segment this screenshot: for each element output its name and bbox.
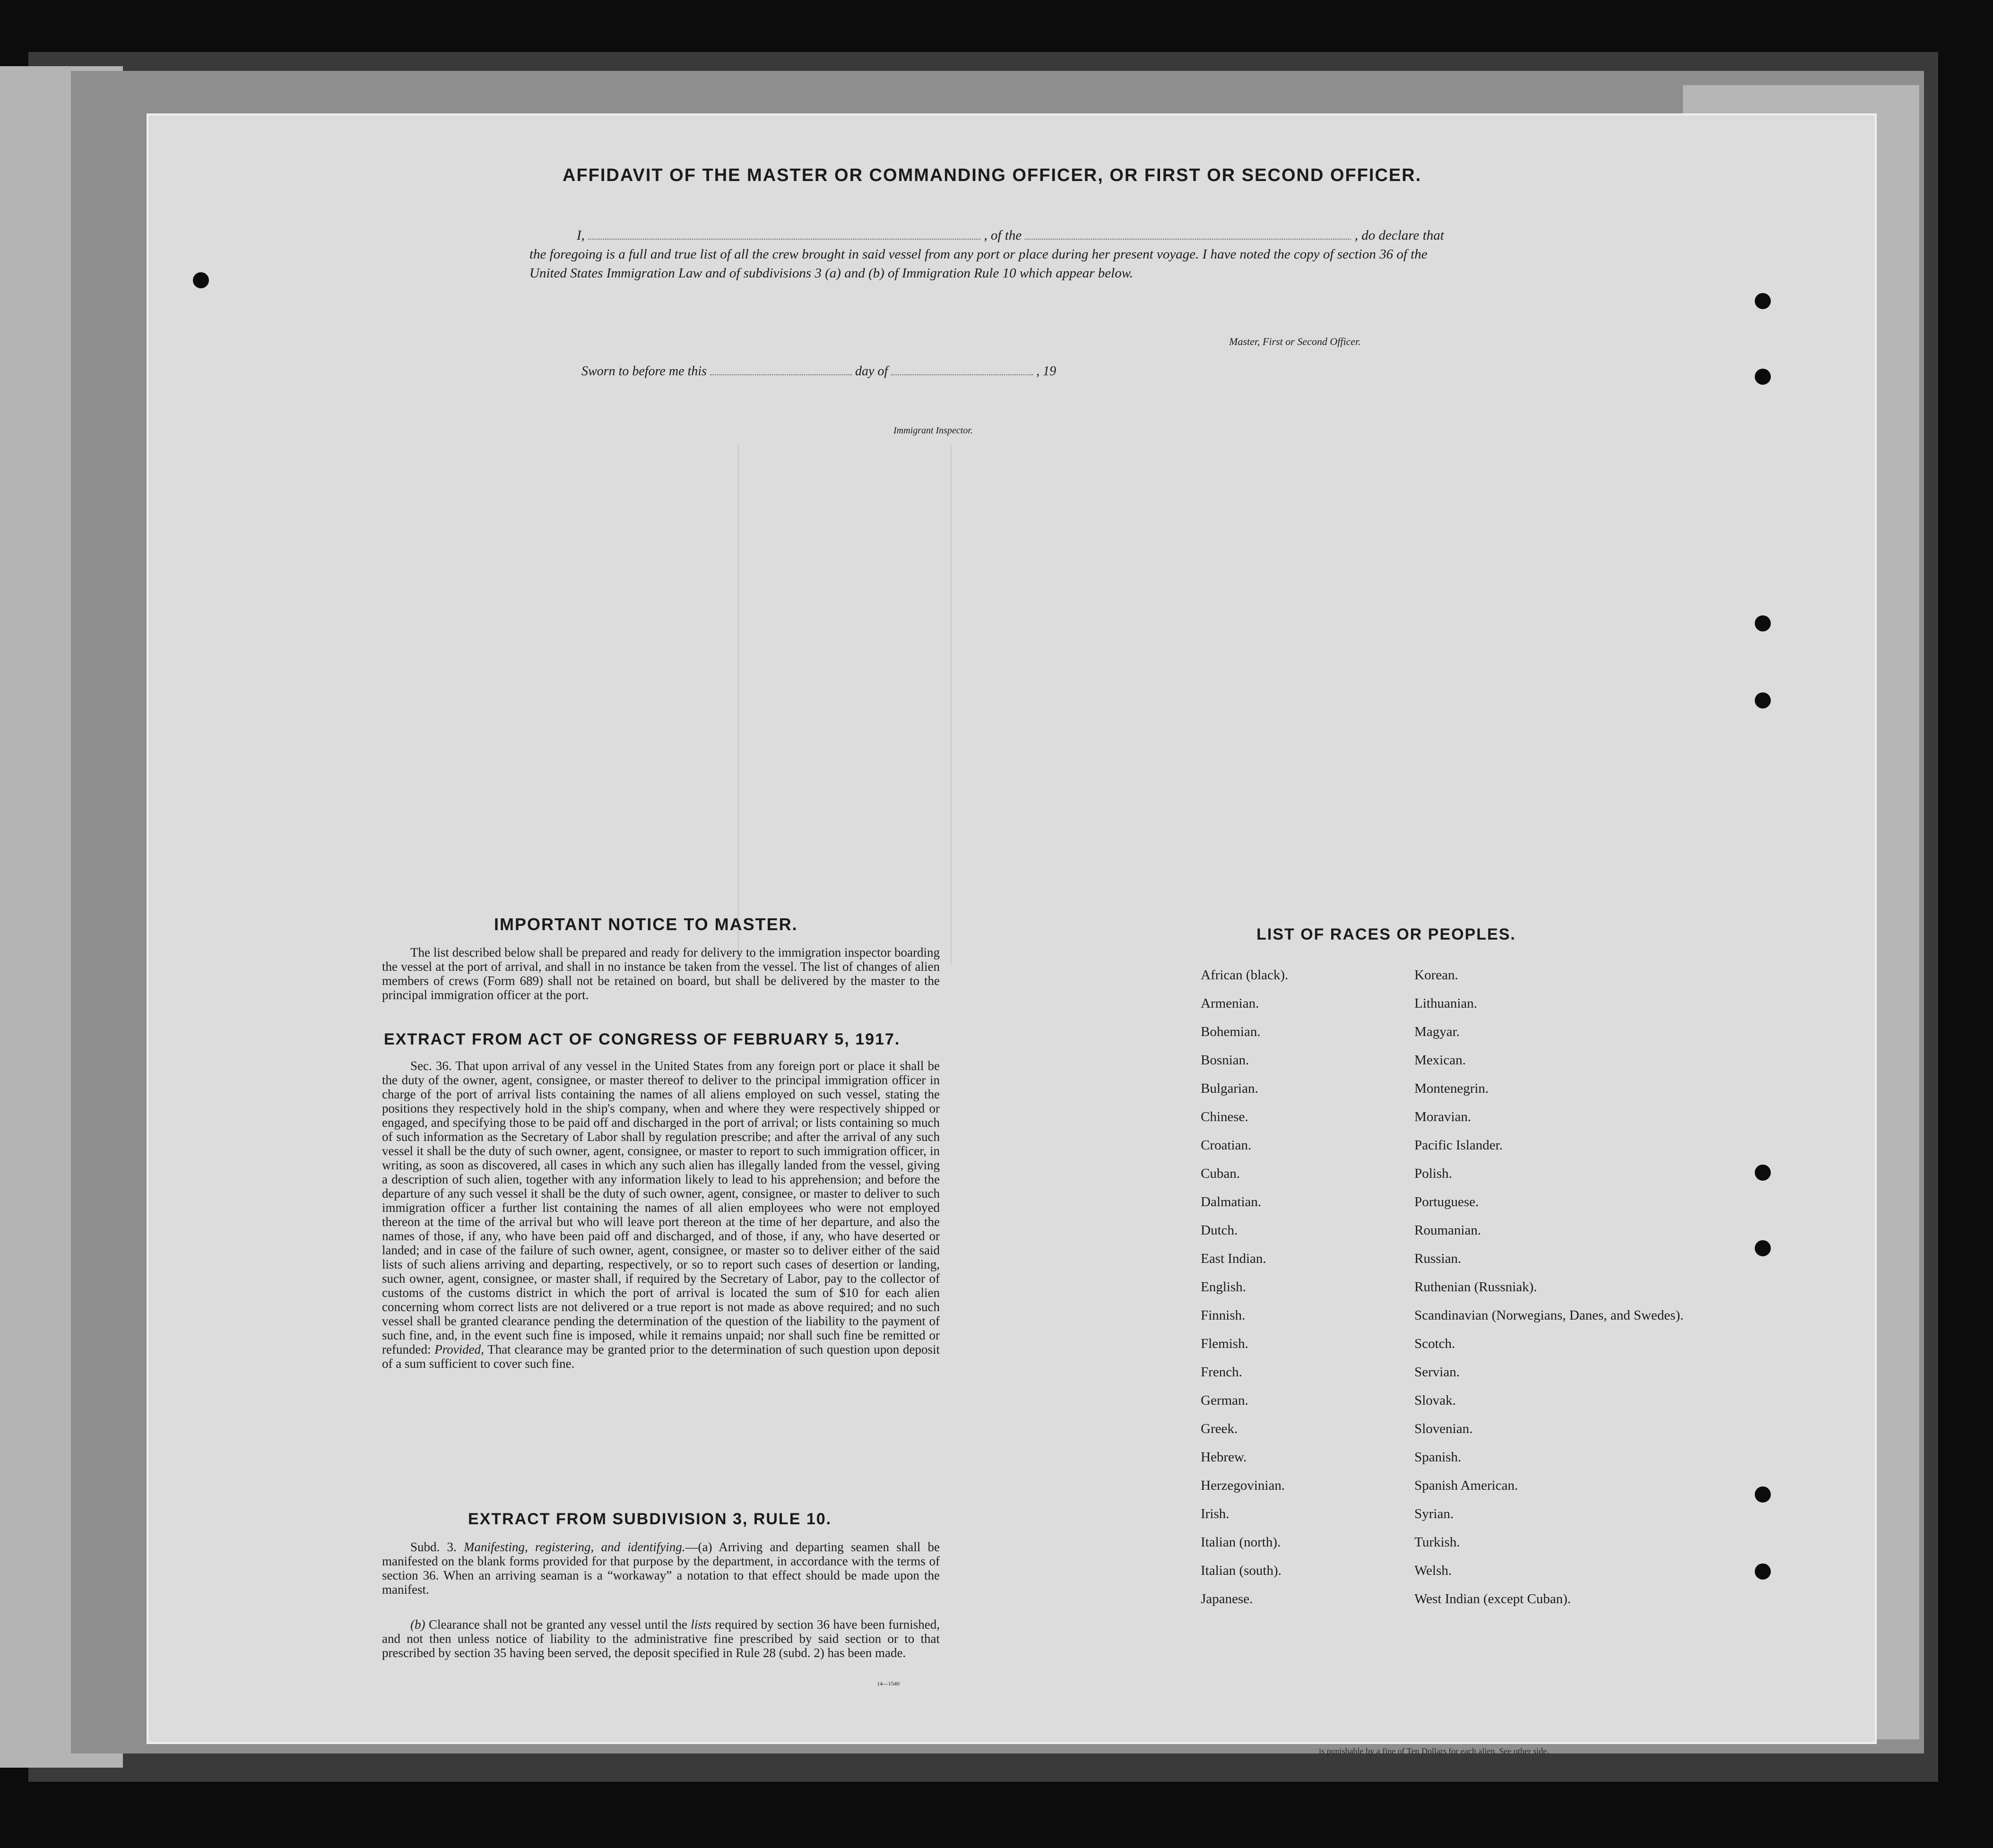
race-item: Dutch. (1201, 1223, 1238, 1238)
bleed-through-line (737, 444, 739, 964)
section-36-body: That upon arrival of any vessel in the United States from any foreign port or place it shall be the duty of the owner, agent, consignee, or master thereof to deliver to the principal immigration officer in charge of the port of arrival lists containing the names of all aliens employed on such vessel, stating the positions they respectively hold in the ship's company, when and where they were respectively shipped or engaged, and specifying those to be paid off and discharged in the port of arrival; or lists containing so much of such information as the Secretary of Labor shall by regulation prescribe; and after the arrival of any such vessel it shall be the duty of such owner, agent, consignee, or master to report to such immigration officer, in writing, as soon as discovered, all cases in which any such alien has illegally landed from the vessel, giving a description of such alien, together with any information likely to lead to his apprehension; and before the departure of any such vessel it shall be the duty of such owner, agent, consignee, or master to deliver to such immigration officer a further list containing the names of all alien employees who were not employed thereon at the time of the arrival but who will leave port thereon at the time of her departure, and also the names of those, if any, who have been paid off and discharged, and of those, if any, who have deserted or landed; and in case of the failure of such owner, agent, consignee, or master so to deliver either of the said lists of such aliens arriving and departing, respectively, or so to report such cases of desertion or landing, such owner, agent, consignee, or master shall, if required by the Secretary of Labor, pay to the collector of customs of the customs district in which the port of arrival is located the sum of $10 for each alien concerning whom correct lists are not delivered or a true report is not made as above required; and no such vessel shall be granted clearance pending the determination of the question of the liability to the payment of such fine, and, in the event such fine is imposed, while it remains unpaid; nor shall such fine be remitted or refunded: (382, 1059, 940, 1356)
races-title: LIST OF RACES OR PEOPLES. (1256, 925, 1516, 943)
bleed-through-line (950, 444, 952, 964)
races-list-left (1201, 968, 1288, 1620)
subdivision-b-label: (b) (410, 1617, 425, 1632)
inspector-label: Immigrant Inspector. (893, 425, 973, 436)
race-item: Montenegrin. (1414, 1081, 1489, 1096)
sworn-day-blank (710, 374, 852, 375)
affidavit-do-declare: , do declare (1354, 228, 1420, 243)
race-item: Korean. (1414, 967, 1458, 983)
race-item: Scandinavian (Norwegians, Danes, and Swedes). (1414, 1308, 1684, 1323)
race-item: Irish. (1201, 1506, 1230, 1521)
race-item: Croatian. (1201, 1138, 1252, 1153)
subdivision-b-text (382, 1617, 940, 1660)
affidavit-declaration-text: that the foregoing is a full and true list of all the crew brought in said vessel from any port or place during her present voyage. I have noted the copy of section 36 of the United States Immigration Law and of subdivisions 3 (a) and (b) of Immigration Rule 10 which appear below. (529, 228, 1444, 281)
race-item: Mexican. (1414, 1053, 1466, 1068)
punch-hole (1755, 1563, 1771, 1580)
race-item: Italian (south). (1201, 1563, 1282, 1578)
signature-label: Master, First or Second Officer. (1229, 336, 1361, 347)
affidavit-i: I, (577, 228, 585, 243)
notice-title: IMPORTANT NOTICE TO MASTER. (494, 915, 798, 934)
section-36-text (382, 1059, 940, 1371)
race-item: Spanish. (1414, 1450, 1462, 1465)
race-item: Roumanian. (1414, 1223, 1481, 1238)
race-item: Finnish. (1201, 1308, 1246, 1323)
race-item: Moravian. (1414, 1109, 1471, 1124)
punch-hole (1755, 293, 1771, 309)
race-item: French. (1201, 1364, 1242, 1380)
race-item: Japanese. (1201, 1591, 1253, 1606)
race-item: Russian. (1414, 1251, 1462, 1266)
master-name-blank (588, 239, 980, 240)
subdivision-b-body-2: required by section 36 have been furnished, and not then unless notice of liability to the administrative fine prescribed by said section or to that prescribed by section 35 having been served, the deposit specified in Rule 28 (subd. 2) has been made. (382, 1617, 940, 1660)
sworn-label: Sworn to before me this (581, 364, 707, 379)
race-item: Cuban. (1201, 1166, 1240, 1181)
race-item: Spanish American. (1414, 1478, 1518, 1493)
race-item: Pacific Islander. (1414, 1138, 1503, 1153)
bottom-footer: is punishable by a fine of Ten Dollars for each alien. See other side. (1319, 1746, 1549, 1756)
race-item: English. (1201, 1279, 1246, 1295)
punch-hole (1755, 692, 1771, 708)
vessel-name-blank (1025, 239, 1351, 240)
notice-body: The list described below shall be prepared and ready for delivery to the immigration inspector boarding the vessel at the port of arrival, and shall in no instance be taken from the vessel. The list of changes of alien members of crews (Form 689) shall not be retained on board, but shall be delivered by the master to the principal immigration officer at the port. (382, 945, 940, 1002)
punch-hole (1755, 369, 1771, 385)
race-item: East Indian. (1201, 1251, 1266, 1266)
affidavit-declaration (529, 226, 1447, 283)
section-36-label: Sec. 36. (410, 1059, 452, 1073)
race-item: Bulgarian. (1201, 1081, 1258, 1096)
race-item: Slovak. (1414, 1393, 1456, 1408)
sworn-month-blank (891, 374, 1033, 375)
lists-word: lists (691, 1617, 711, 1632)
race-item: Ruthenian (Russniak). (1414, 1279, 1537, 1295)
race-item: Bosnian. (1201, 1053, 1249, 1068)
subdivision-label: Subd. 3. (410, 1540, 457, 1554)
race-item: Dalmatian. (1201, 1194, 1262, 1209)
day-of-label: day of (855, 364, 888, 379)
sworn-line (581, 364, 1056, 379)
race-item: Syrian. (1414, 1506, 1454, 1521)
race-item: Bohemian. (1201, 1024, 1261, 1039)
affidavit-title: AFFIDAVIT OF THE MASTER OR COMMANDING OFFICER, OR FIRST OR SECOND OFFICER. (563, 165, 1422, 185)
race-item: Lithuanian. (1414, 996, 1477, 1011)
provided-word: Provided, (434, 1342, 484, 1356)
race-item: Slovenian. (1414, 1421, 1473, 1436)
race-item: Welsh. (1414, 1563, 1452, 1578)
race-item: Portuguese. (1414, 1194, 1479, 1209)
subdivision-a-text (382, 1540, 940, 1597)
race-item: Flemish. (1201, 1336, 1248, 1351)
race-item: Scotch. (1414, 1336, 1456, 1351)
subdivision-a-body: —(a) Arriving and departing seamen shall be manifested on the blank forms provided for that purpose by the department, in accordance with the terms of section 36. When an arriving seaman is a “workaway” a notation to that effect should be made upon the manifest. (382, 1540, 940, 1597)
race-item: Magyar. (1414, 1024, 1460, 1039)
punch-hole (1755, 1240, 1771, 1256)
punch-hole (193, 272, 209, 288)
race-item: African (black). (1201, 967, 1289, 983)
section-36-body-end: That clearance may be granted prior to the determination of such question upon deposit of a sum sufficient to cover such fine. (382, 1342, 940, 1371)
race-item: West Indian (except Cuban). (1414, 1591, 1571, 1606)
subdivision-heading: Manifesting, registering, and identifying. (464, 1540, 685, 1554)
race-item: Polish. (1414, 1166, 1452, 1181)
race-item: Chinese. (1201, 1109, 1248, 1124)
race-item: Servian. (1414, 1364, 1460, 1380)
punch-hole (1755, 1486, 1771, 1503)
form-number: 14—1540 (877, 1680, 900, 1687)
act-title: EXTRACT FROM ACT OF CONGRESS OF FEBRUARY 5, 1917. (384, 1030, 901, 1048)
race-item: Turkish. (1414, 1535, 1460, 1550)
race-item: Armenian. (1201, 996, 1259, 1011)
race-item: Hebrew. (1201, 1450, 1247, 1465)
affidavit-of-the: , of the (984, 228, 1022, 243)
punch-hole (1755, 1165, 1771, 1181)
race-item: Italian (north). (1201, 1535, 1281, 1550)
punch-hole (1755, 615, 1771, 631)
race-item: Herzegovinian. (1201, 1478, 1285, 1493)
race-item: Greek. (1201, 1421, 1238, 1436)
year-label: , 19 (1036, 364, 1057, 379)
races-list-right (1414, 968, 1683, 1620)
race-item: German. (1201, 1393, 1248, 1408)
subdivision-title: EXTRACT FROM SUBDIVISION 3, RULE 10. (468, 1510, 832, 1528)
subdivision-b-body-1: Clearance shall not be granted any vessel until the (428, 1617, 687, 1632)
